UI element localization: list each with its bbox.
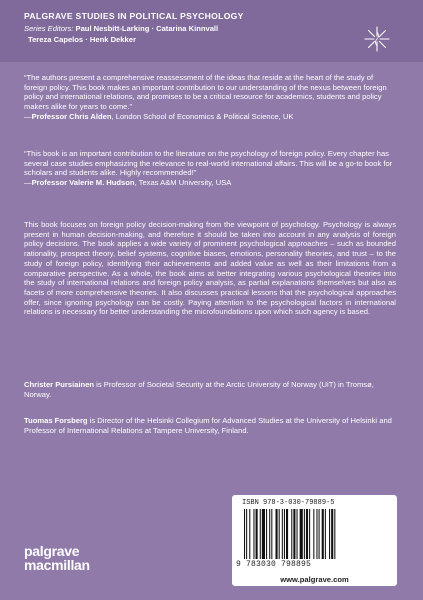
author-name: Christer Pursiainen	[24, 380, 95, 389]
quote-attribution	[24, 178, 396, 188]
author-bio-2	[24, 416, 396, 435]
book-description: This book focuses on foreign policy decision-making from the viewpoint of psychology. Psychology is always present in human decision-making, and therefore it should be taken into account in any analysis of foreign policy decisions. The book applies a wide variety of prominent psychological approaches – such as bounded rationality, prospect theory, belief systems, cognitive biases, emotions, personality theories, and trust – to the study of foreign policy, identifying their achievements and added value as well as their limitations from a comparative perspective. As a whole, the book aims at better integrating various psychological theories into the study of international relations and foreign policy analysis, as partial explanations themselves but also as facets of more comprehensive theories. It also discusses practical lessons that the psychological approaches offer, since ignoring psychology can be costly. Paying attention to the psychological factors in international relations is necessary for better understanding the microfoundations upon which such agency is based.	[24, 220, 396, 317]
barcode-box	[232, 495, 397, 586]
quote-author: Professor Valerie M. Hudson	[31, 178, 135, 188]
series-editors-label: Series Editors:	[24, 24, 74, 33]
quote-dash: —	[24, 111, 32, 121]
author-bio: is Director of the Helsinki Collegium for Advanced Studies at the University of Helsinki and Professor of International Relations at Tampere University, Finland.	[24, 416, 392, 435]
series-editors	[24, 23, 218, 45]
barcode-digits: 9 783030 798895	[236, 560, 312, 569]
quote-affiliation: , London School of Economics & Political Science, UK	[111, 111, 294, 121]
quote-text: “This book is an important contribution to the literature on the psychology of foreign policy. Every chapter has several case studies emphasizing the relevance to real-world international affairs. This will be a go-to book for scholars and students alike. Highly recommended!”	[24, 149, 393, 178]
barcode-bars	[242, 509, 387, 559]
quote-text: “The authors present a comprehensive reassessment of the ideas that reside at the heart of the study of foreign policy. This book makes an important contribution to our understanding of the nexus between foreign policy and international relations, and promises to be a critical resource for academics, students and policy makers alike for years to come.”	[24, 73, 387, 112]
author-name: Tuomas Forsberg	[24, 416, 88, 425]
publisher-url: www.palgrave.com	[280, 575, 349, 584]
series-editors-line2: Tereza Capelos · Henk Dekker	[28, 35, 136, 44]
endorsement-quote-1	[24, 73, 396, 122]
quote-dash: —	[24, 178, 32, 188]
author-bio: is Professor of Societal Security at the Arctic University of Norway (UiT) in Tromsø, Norway.	[24, 380, 374, 399]
quote-author: Professor Chris Alden	[31, 111, 112, 121]
author-bio-1	[24, 380, 396, 399]
isbn-text: ISBN 978-3-030-79889-5	[242, 499, 335, 507]
palgrave-star-logo-icon	[364, 26, 390, 52]
publisher-logo-line1: palgrave	[24, 543, 80, 559]
quote-affiliation: , Texas A&M University, USA	[134, 178, 232, 188]
series-editors-line1: Paul Nesbitt-Larking · Catarina Kinnvall	[75, 24, 219, 33]
publisher-logo-line2: macmillan	[24, 557, 90, 573]
quote-attribution	[24, 112, 396, 122]
publisher-logo	[24, 544, 90, 572]
series-title: PALGRAVE STUDIES IN POLITICAL PSYCHOLOGY	[24, 11, 244, 21]
endorsement-quote-2	[24, 149, 396, 188]
